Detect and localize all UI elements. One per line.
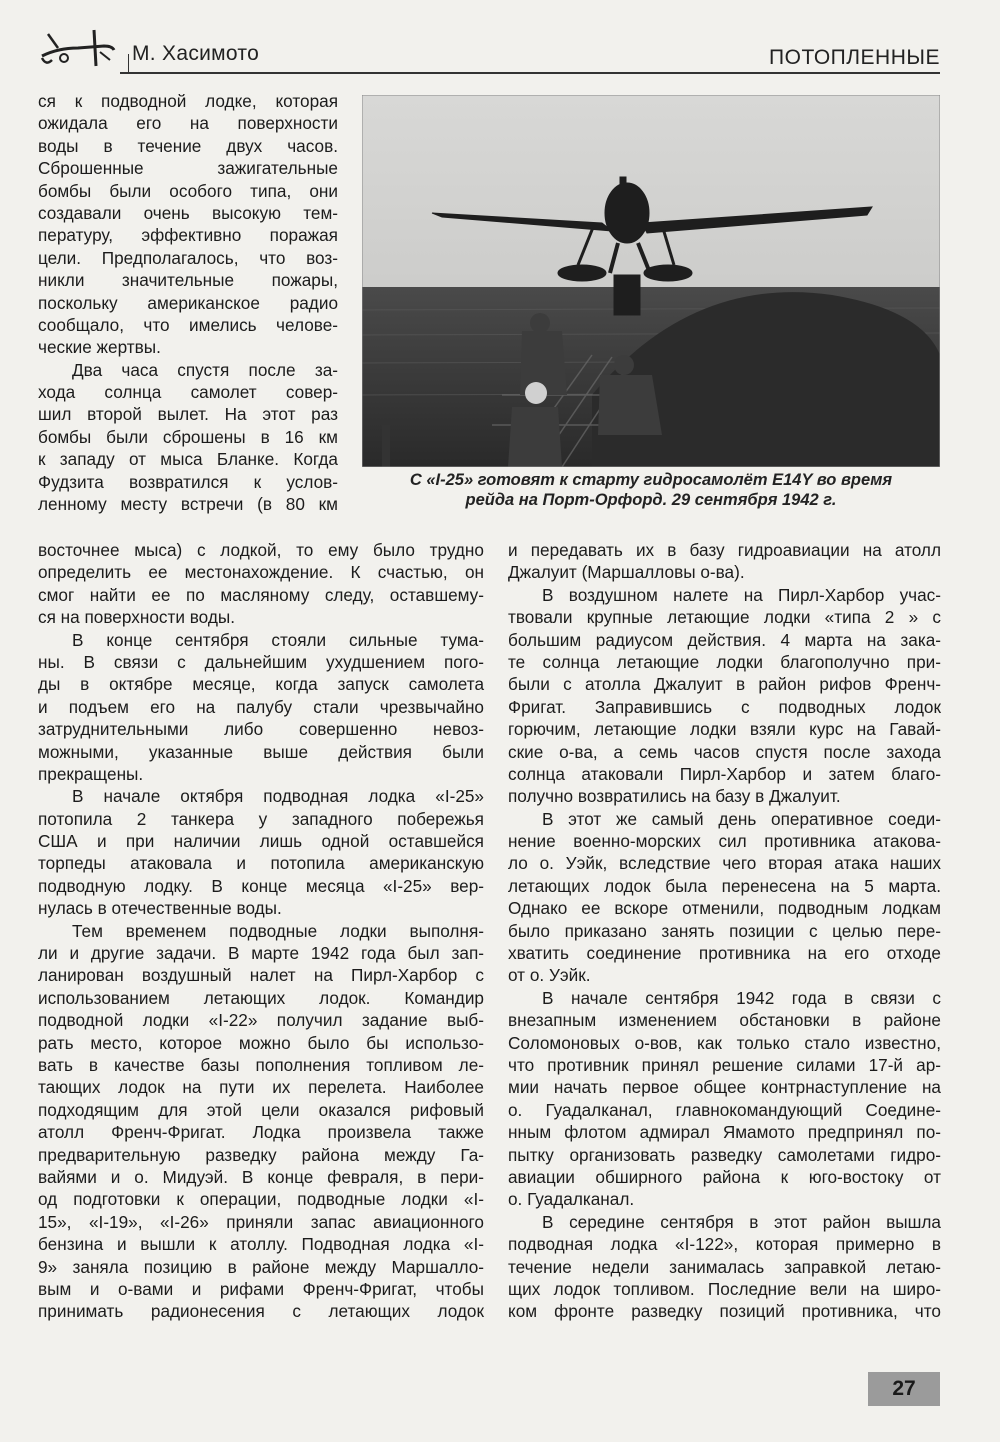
- text-line: пытку организовать разведку самолетами гидро-: [508, 1144, 941, 1165]
- text-line: ли и другие задачи. В марте 1942 года был зап-: [38, 943, 484, 964]
- text-line: В этот же самый день оперативное соеди-: [542, 808, 941, 829]
- text-line: хода солнца самолет совер-: [38, 382, 338, 403]
- text-line: атолл Френч-Фригат. Лодка произвела также: [38, 1122, 484, 1143]
- text-line: подходящим для этой цели оказался рифовый: [38, 1099, 484, 1120]
- text-line: затруднительными либо совершенно невоз-: [38, 719, 484, 740]
- text-line: потопила 2 танкера у западного побережья: [38, 808, 484, 829]
- text-line: В воздушном налете на Пирл-Харбор учас-: [542, 584, 941, 605]
- text-line: те солнца летающие лодки благополучно при-: [508, 651, 941, 672]
- text-line: торпеды атаковала и потопила американскую: [38, 853, 484, 874]
- text-line: и передавать их в базу гидроавиации на атолл: [508, 540, 941, 560]
- text-line: цели. Предполагалось, что воз-: [38, 247, 338, 268]
- caption-line: рейда на Порт-Орфорд. 29 сентября 1942 г.: [465, 491, 837, 509]
- text-line: было приказано занять позиции с целью пере-: [508, 920, 941, 941]
- text-line: большим радиусом действия. 4 марта на зака-: [508, 629, 941, 650]
- column-left-bottom: [38, 539, 484, 1323]
- header-tick: [128, 54, 129, 73]
- text-line: нение военно-морских сил противника атакова-: [508, 831, 941, 852]
- text-line: В середине сентября в этот район вышла: [542, 1211, 941, 1232]
- text-line: внезапным изменением обстановки в районе: [508, 1010, 941, 1031]
- text-line: никли значительные пожары,: [38, 270, 338, 291]
- running-head-section: ПОТОПЛЕННЫЕ: [769, 46, 940, 69]
- text-line: Тем временем подводные лодки выполня-: [72, 920, 484, 941]
- text-line: щих лодок топливом. Последние вели на широ-: [508, 1278, 941, 1299]
- text-line: ны. В связи с дальнейшим ухудшением пого-: [38, 651, 484, 672]
- text-line: создавали очень высокую тем-: [38, 202, 338, 223]
- text-line: смог найти ее по масляному следу, оставшему-: [38, 584, 484, 605]
- text-line: бомбы были сброшены в 16 км: [38, 426, 338, 447]
- text-line: США и при наличии лишь одной оставшейся: [38, 831, 484, 852]
- text-line: 15», «I-19», «I-26» приняли запас авиационного: [38, 1211, 484, 1232]
- column-left-top: [38, 90, 338, 515]
- text-line: Соломоновых о-вов, как только стало известно,: [508, 1032, 941, 1053]
- text-line: использованием летающих лодок. Командир: [38, 987, 484, 1008]
- text-line: течение недели занималась заправкой летаю-: [508, 1256, 941, 1277]
- text-line: подводная лодка «I-122», которая примерно в: [508, 1234, 941, 1255]
- text-line: Однако ее вскоре отменили, подводным лодкам: [508, 898, 941, 919]
- text-line: Фригат. Заправившись с подводных лодок: [508, 696, 941, 717]
- text-line: Фудзита возвратился к услов-: [38, 471, 338, 492]
- text-line: от о. Уэйк.: [508, 965, 591, 986]
- text-line: В начале сентября 1942 года в связи с: [542, 987, 941, 1008]
- text-line: ся к подводной лодке, которая: [38, 91, 338, 111]
- text-line: ся на поверхности воды.: [38, 607, 235, 628]
- text-line: шил второй вылет. На этот раз: [38, 404, 338, 425]
- text-line: тающих лодок на пути их перелета. Наиболее: [38, 1077, 484, 1098]
- text-line: рать место, которое можно было бы использо-: [38, 1032, 484, 1053]
- text-line: о. Гуадалканал, главнокомандующий Соедине-: [508, 1099, 941, 1120]
- text-line: ло о. Уэйк, вследствие чего вторая атака наших: [508, 853, 941, 874]
- text-line: мии начать первое общее контрнаступление на: [508, 1077, 941, 1098]
- column-right: [508, 539, 941, 1323]
- text-line: бомбы были особого типа, они: [38, 180, 338, 201]
- text-line: подводной лодки «I-22» получил задание выб-: [38, 1010, 484, 1031]
- text-line: солнца атаковали Пирл-Харбор и затем благо-: [508, 763, 941, 784]
- text-line: В конце сентября стояли сильные тума-: [72, 629, 484, 650]
- header-rule: [120, 72, 940, 74]
- text-line: ком фронте разведку позиций противника, что: [508, 1301, 941, 1322]
- text-line: вым и о-вами и рифами Френч-Фригат, чтобы: [38, 1278, 484, 1299]
- text-line: од подготовки к операции, подводные лодки «I-: [38, 1189, 484, 1210]
- text-line: пературу, эффективно поражая: [38, 225, 338, 246]
- text-line: ленному месту встречи (в 80 км: [38, 494, 338, 515]
- text-line: ские о-ва, а семь часов спустя после захода: [508, 741, 941, 762]
- text-line: подводную лодку. В конце месяца «I-25» вер-: [38, 875, 484, 896]
- text-line: о. Гуадалканал.: [508, 1189, 635, 1210]
- text-line: прекращены.: [38, 763, 144, 784]
- text-line: бензина и вышли к атоллу. Подводная лодка «I-: [38, 1234, 484, 1255]
- page-number: 27: [868, 1372, 940, 1406]
- seaplane-logo-icon: [38, 26, 118, 70]
- text-line: ланирован воздушный налет на Пирл-Харбор с: [38, 965, 484, 986]
- text-line: были с атолла Джалуит в район рифов Френч-: [508, 674, 941, 695]
- text-line: летающих лодок была перенесена на 5 марта.: [508, 875, 941, 896]
- text-line: к западу от мыса Бланке. Когда: [38, 449, 338, 470]
- text-line: хватить соединение противника на его отходе: [508, 943, 941, 964]
- text-line: нным флотом адмирал Ямамото предпринял по-: [508, 1122, 941, 1143]
- text-line: воды в течение двух часов.: [38, 135, 338, 156]
- text-line: В начале октября подводная лодка «I-25»: [72, 786, 484, 807]
- running-head-author: М. Хасимото: [132, 42, 260, 65]
- text-line: восточнее мыса) с лодкой, то ему было трудно: [38, 540, 484, 560]
- text-line: нулась в отечественные воды.: [38, 898, 282, 919]
- page-header: [0, 0, 1000, 80]
- text-line: Два часа спустя после за-: [72, 359, 338, 380]
- text-line: поскольку американское радио: [38, 292, 338, 313]
- text-line: Джалуит (Маршалловы о-ва).: [508, 562, 745, 583]
- text-line: вайями и о. Мидуэй. В конце февраля, в пери-: [38, 1166, 484, 1187]
- text-line: горючим, летающие лодки взяли курс на Гавай-: [508, 719, 941, 740]
- text-line: твовали крупные летающие лодки «типа 2 » с: [508, 607, 941, 628]
- text-line: вать в качестве базы пополнения топливом ле-: [38, 1054, 484, 1075]
- text-line: что противник принял решение силами 17-й ар-: [508, 1054, 941, 1075]
- text-line: авиации обширного района к юго-востоку от: [508, 1166, 941, 1187]
- text-line: принимать радионесения с летающих лодок: [38, 1301, 484, 1322]
- text-line: можными, указанные выше действия были: [38, 741, 484, 762]
- caption-line: С «I-25» готовят к старту гидросамолёт E14Y во время: [409, 471, 893, 489]
- text-line: и подъем его на палубу стали чрезвычайно: [38, 696, 484, 717]
- text-line: предварительную разведку района между Га-: [38, 1144, 484, 1165]
- figure-caption: [362, 470, 940, 510]
- text-line: ды в октябре месяце, когда запуск самолета: [38, 674, 484, 695]
- text-line: ческие жертвы.: [38, 337, 161, 358]
- text-line: ожидала его на поверхности: [38, 113, 338, 134]
- text-line: получно возвратились на базу в Джалуит.: [508, 786, 841, 807]
- text-line: определить ее местонахождение. К счастью, он: [38, 562, 484, 583]
- text-line: 9» заняла позицию в районе между Маршалло-: [38, 1256, 484, 1277]
- text-line: сообщало, что имелись челове-: [38, 314, 338, 335]
- seaplane-photo: [362, 95, 940, 467]
- text-line: Сброшенные зажигательные: [38, 158, 338, 179]
